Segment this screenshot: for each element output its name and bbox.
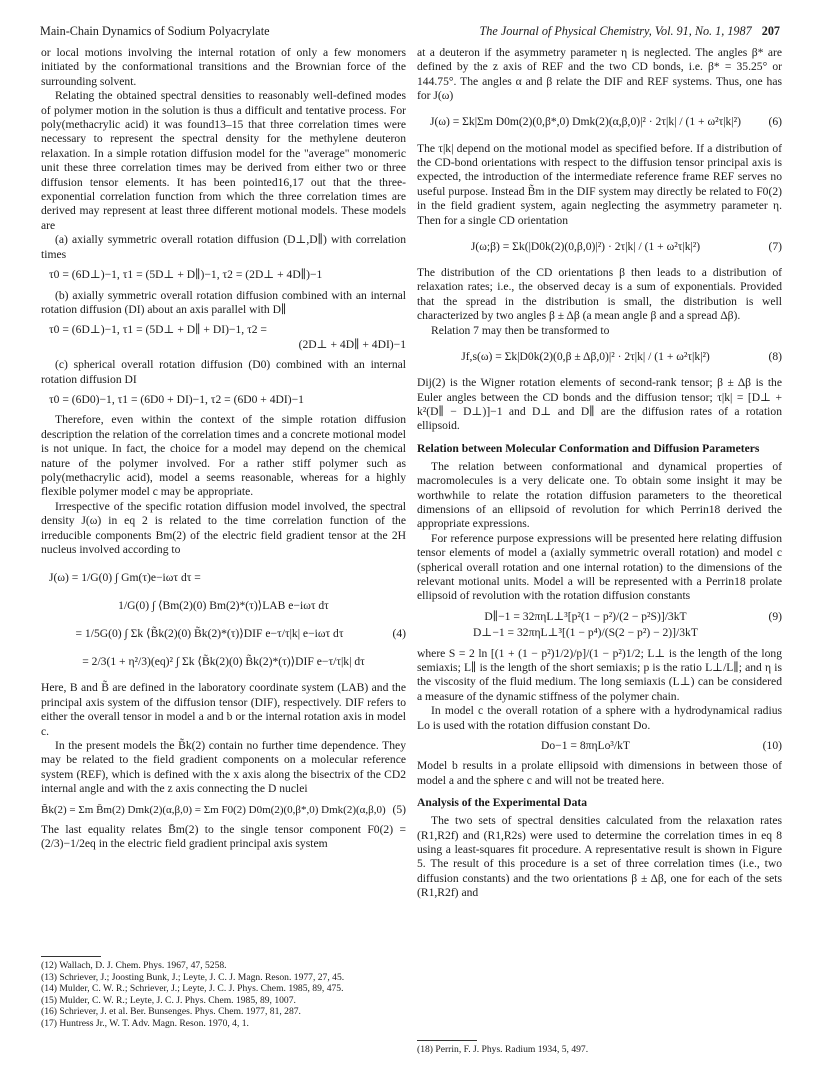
paragraph: The distribution of the CD orientations β then leads to a distribution of relaxation rates; i.e., the observed decay is a sum of exponentials. Provided that the spread in the distribution is small, the distribution is well characterized by two angles β ± Δβ (a mean angle β and a spread Δβ). [417,266,782,323]
paragraph: where S = 2 ln [(1 + (1 − p²)1/2)/p]/(1 − p²)1/2; L⊥ is the length of the long semiaxis; L∥ is the length of the short semiaxis; p is the ratio L⊥/L∥; and η is the viscosity of the fluid medium. The long semiaxis (L⊥) can be considered a measure of the dynamic stiffness of the polymer chain. [417,646,782,703]
paragraph: The relation between conformational and dynamical properties of macromolecules is a very delicate one. To obtain some insight it may be worthwhile to relate the rotation diffusion parameters to the theoretical dimensions of an ellipsoid of revolution for which Perrin18 derived the appropriate expressions. [417,459,782,531]
equation-5: B̃k(2) = Σm B̄m(2) Dmk(2)(α,β,0) = Σm F0(2) D0m(2)(0,β*,0) Dmk(2)(α,β,0) (5) [41,802,406,816]
equation-model-b-line1: τ0 = (6D⊥)−1, τ1 = (5D⊥ + D∥ + DI)−1, τ2 = [49,323,267,337]
paragraph: In model c the overall rotation of a sphere with a hydrodynamical radius Lo is used with the rotation diffusion constant Do. [417,704,782,732]
footnote-rule [41,956,101,957]
paragraph: Dij(2) is the Wigner rotation elements of second-rank tensor; β ± Δβ is the Euler angles between the CD bonds and the diffusion tensor; τ|k| = [D⊥ + k²(D∥ − D⊥)]−1 and D⊥ and D∥ are the diffusion rates of a rotation ellipsoid. [417,376,782,433]
paragraph: at a deuteron if the asymmetry parameter η is neglected. The angles β* are defined by the z axis of REF and the two CD bonds, i.e. β* = 35.25° or 144.75°. The angles α and β relate the DIF and REF systems. Thus, one has for J(ω) [417,46,782,103]
paragraph: The τ|k| depend on the motional model as specified before. If a distribution of the CD-bond orientations with respect to the diffusion tensor principal axis is expected, the introduction of the intermediate reference frame REF serves no useful purpose. Instead B̃m in the DIF system may directly be related to F0(2) in the field gradient system, again neglecting the asymmetry parameter η. Then for a single CD orientation [417,141,782,227]
equation-10: Do−1 = 8πηLo³/kT (10) [540,739,782,753]
paragraph: (a) axially symmetric overall rotation diffusion (D⊥,D∥) with correlation times [41,233,406,261]
paragraph: The last equality relates B̄m(2) to the single tensor component F0(2) = (2/3)−1/2eq in the electric field gradient principal axis system [41,823,406,851]
right-column [417,46,782,901]
equation-9-line2: D⊥−1 = 32πηL⊥³[(1 − p⁴)/(S(2 − p²) − 2)]/3kT [473,626,698,640]
footnote-rule [417,1040,477,1041]
equation-number: (10) [762,739,782,753]
reference-item: (16) Schriever, J. et al. Ber. Bunsenges. Phys. Chem. 1977, 81, 287. [41,1006,301,1018]
equation-number: (4) [392,627,406,641]
paragraph: For reference purpose expressions will be presented here relating diffusion tensor elements of model a (axially symmetric overall rotation) and model c (spherical overall rotation and one internal rotation) to the dimensions of the relevant motional units. Model a will be represented with a Perrin18 prolate ellipsoid of revolution with the rotation diffusion constants [417,531,782,603]
footnote-references-right [417,1040,782,1056]
equation-number: (9) [768,609,782,623]
section-heading: Analysis of the Experimental Data [417,796,588,810]
left-column [41,46,406,852]
equation-number: (7) [768,239,782,253]
equation-4-line4: = 2/3(1 + η²/3)(eq)² ∫ Σk ⟨B̃k(2)(0) B̃k(2)*(τ)⟩DIF e−τ/τ|k| dτ [82,655,365,669]
equation-model-b-line2: (2D⊥ + 4D∥ + 4DI)−1 [298,337,406,351]
page-number: 207 [761,24,780,38]
equation-number: (5) [392,802,406,816]
running-header [40,24,780,40]
paragraph: Relating the obtained spectral densities to reasonably well-defined modes of polymer motion in the solution is thus a difficult and tentative process. For poly(methacrylic acid) it was found13–15 that three correlation times were necessary to represent the spectral density for the methylene deuteron relaxation. In a simple rotation diffusion model for the "average" monomeric unit these three correlation times may be derived from either two or three diffusion tensor elements. It has been pointed16,17 out that the three-exponential correlation function from which the three correlation times are derived may represent at least three different motional models. These models are [41,89,406,232]
journal-name: The Journal of Physical Chemistry, Vol. 91, No. 1, 1987 [479,24,752,38]
reference-item: (17) Huntress Jr., W. T. Adv. Magn. Reson. 1970, 4, 1. [41,1017,249,1029]
equation-8: Jf,s(ω) = Σk|D0k(2)(0,β ± Δβ,0)|² · 2τ|k| / (1 + ω²τ|k|²) (8) [461,349,782,363]
equation-model-a: τ0 = (6D⊥)−1, τ1 = (5D⊥ + D∥)−1, τ2 = (2D⊥ + 4D∥)−1 [49,268,323,282]
journal-citation [480,24,780,40]
equation-9-line1: D∥−1 = 32πηL⊥³[p²(1 − p²)/(2 − p²S)]/3kT (9) [484,609,782,623]
reference-item: (18) Perrin, F. J. Phys. Radium 1934, 5, 497. [417,1044,589,1055]
equation-4-line2: 1/G(0) ∫ ⟨Bm(2)(0) Bm(2)*(τ)⟩LAB e−iωτ dτ [118,599,329,613]
reference-item: (15) Mulder, C. W. R.; Leyte, J. C. J. Phys. Chem. 1985, 89, 1007. [41,994,296,1006]
paragraph: (c) spherical overall rotation diffusion (D0) combined with an internal rotation diffusion DI [41,358,406,386]
reference-item: (12) Wallach, D. J. Chem. Phys. 1967, 47, 5258. [41,960,227,971]
equation-7: J(ω;β) = Σk(|D0k(2)(0,β,0)|²) · 2τ|k| / (1 + ω²τ|k|²) (7) [470,239,782,253]
paragraph: In the present models the B̃k(2) contain no further time dependence. They may be related to the field gradient components on a molecular reference system (REF), which is defined with the x axis along the bisectrix of the CD2 internal angle and with the z axis connecting the D nuclei [41,739,406,796]
footnote-references-left [41,956,406,1030]
paragraph: The two sets of spectral densities calculated from the relaxation rates (R1,R2f) and (R1,R2s) were used to determine the correlation times in eq 8 using a least-squares fit procedure. A representative result is shown in Figure 5. The result of this procedure is a set of three correlation times (i.e., two diffusion constants) and the two orientations β ± Δβ, one for each of the sets (R1,R2f) and [417,814,782,900]
equation-4-line1: J(ω) = 1/G(0) ∫ Gm(τ)e−iωτ dτ = [49,571,201,585]
reference-item: (13) Schriever, J.; Joosting Bunk, J.; Leyte, J. C. J. Magn. Reson. 1977, 27, 45. [41,971,345,983]
equation-number: (6) [768,115,782,129]
section-heading: Relation between Molecular Conformation and Diffusion Parameters [417,441,760,455]
paragraph: Irrespective of the specific rotation diffusion model involved, the spectral density J(ω) in eq 2 is related to the time correlation function of the irreducible components Bm(2) of the electric field gradient tensor at the 2H nucleus involved according to [41,499,406,556]
paragraph: Therefore, even within the context of the simple rotation diffusion description the relation of the correlation times and a concrete motional model is not unique. In fact, the choice for a model may depend on the chemical nature of the polymer involved. For a rather stiff polymer such as poly(methacrylic acid), model a seems reasonable, whereas for a highly flexible polymer model c may be appropriate. [41,413,406,499]
paragraph: Here, B and B̃ are defined in the laboratory coordinate system (LAB) and the principal axis system of the diffusion tensor (DIF), respectively. DIF refers to either the overall tensor in model a and b or the internal rotation axis in model c. [41,681,406,738]
equation-6: J(ω) = Σk|Σm D0m(2)(0,β*,0) Dmk(2)(α,β,0)|² · 2τ|k| / (1 + ω²τ|k|²) (6) [429,115,782,129]
paragraph: Relation 7 may then be transformed to [431,323,610,337]
article-running-title: Main-Chain Dynamics of Sodium Polyacrylate [40,24,270,38]
equation-number: (8) [768,349,782,363]
equation-model-c: τ0 = (6D0)−1, τ1 = (6D0 + DI)−1, τ2 = (6D0 + 4DI)−1 [49,392,304,406]
paragraph: or local motions involving the internal rotation of only a few monomers initiated by the conformational transitions and the Brownian force of the surrounding solvent. [41,46,406,88]
equation-4-line3: = 1/5G(0) ∫ Σk ⟨B̃k(2)(0) B̃k(2)*(τ)⟩DIF e−τ/τ|k| e−iωτ dτ (4) [75,627,406,641]
reference-item: (14) Mulder, C. W. R.; Schriever, J.; Leyte, J. C. J. Phys. Chem. 1985, 89, 475. [41,983,344,995]
paragraph: Model b results in a prolate ellipsoid with dimensions in between those of model a and the sphere c and will not be treated here. [417,759,782,787]
paragraph: (b) axially symmetric overall rotation diffusion combined with an internal rotation diffusion (DI) about an axis parallel with D∥ [41,288,406,316]
